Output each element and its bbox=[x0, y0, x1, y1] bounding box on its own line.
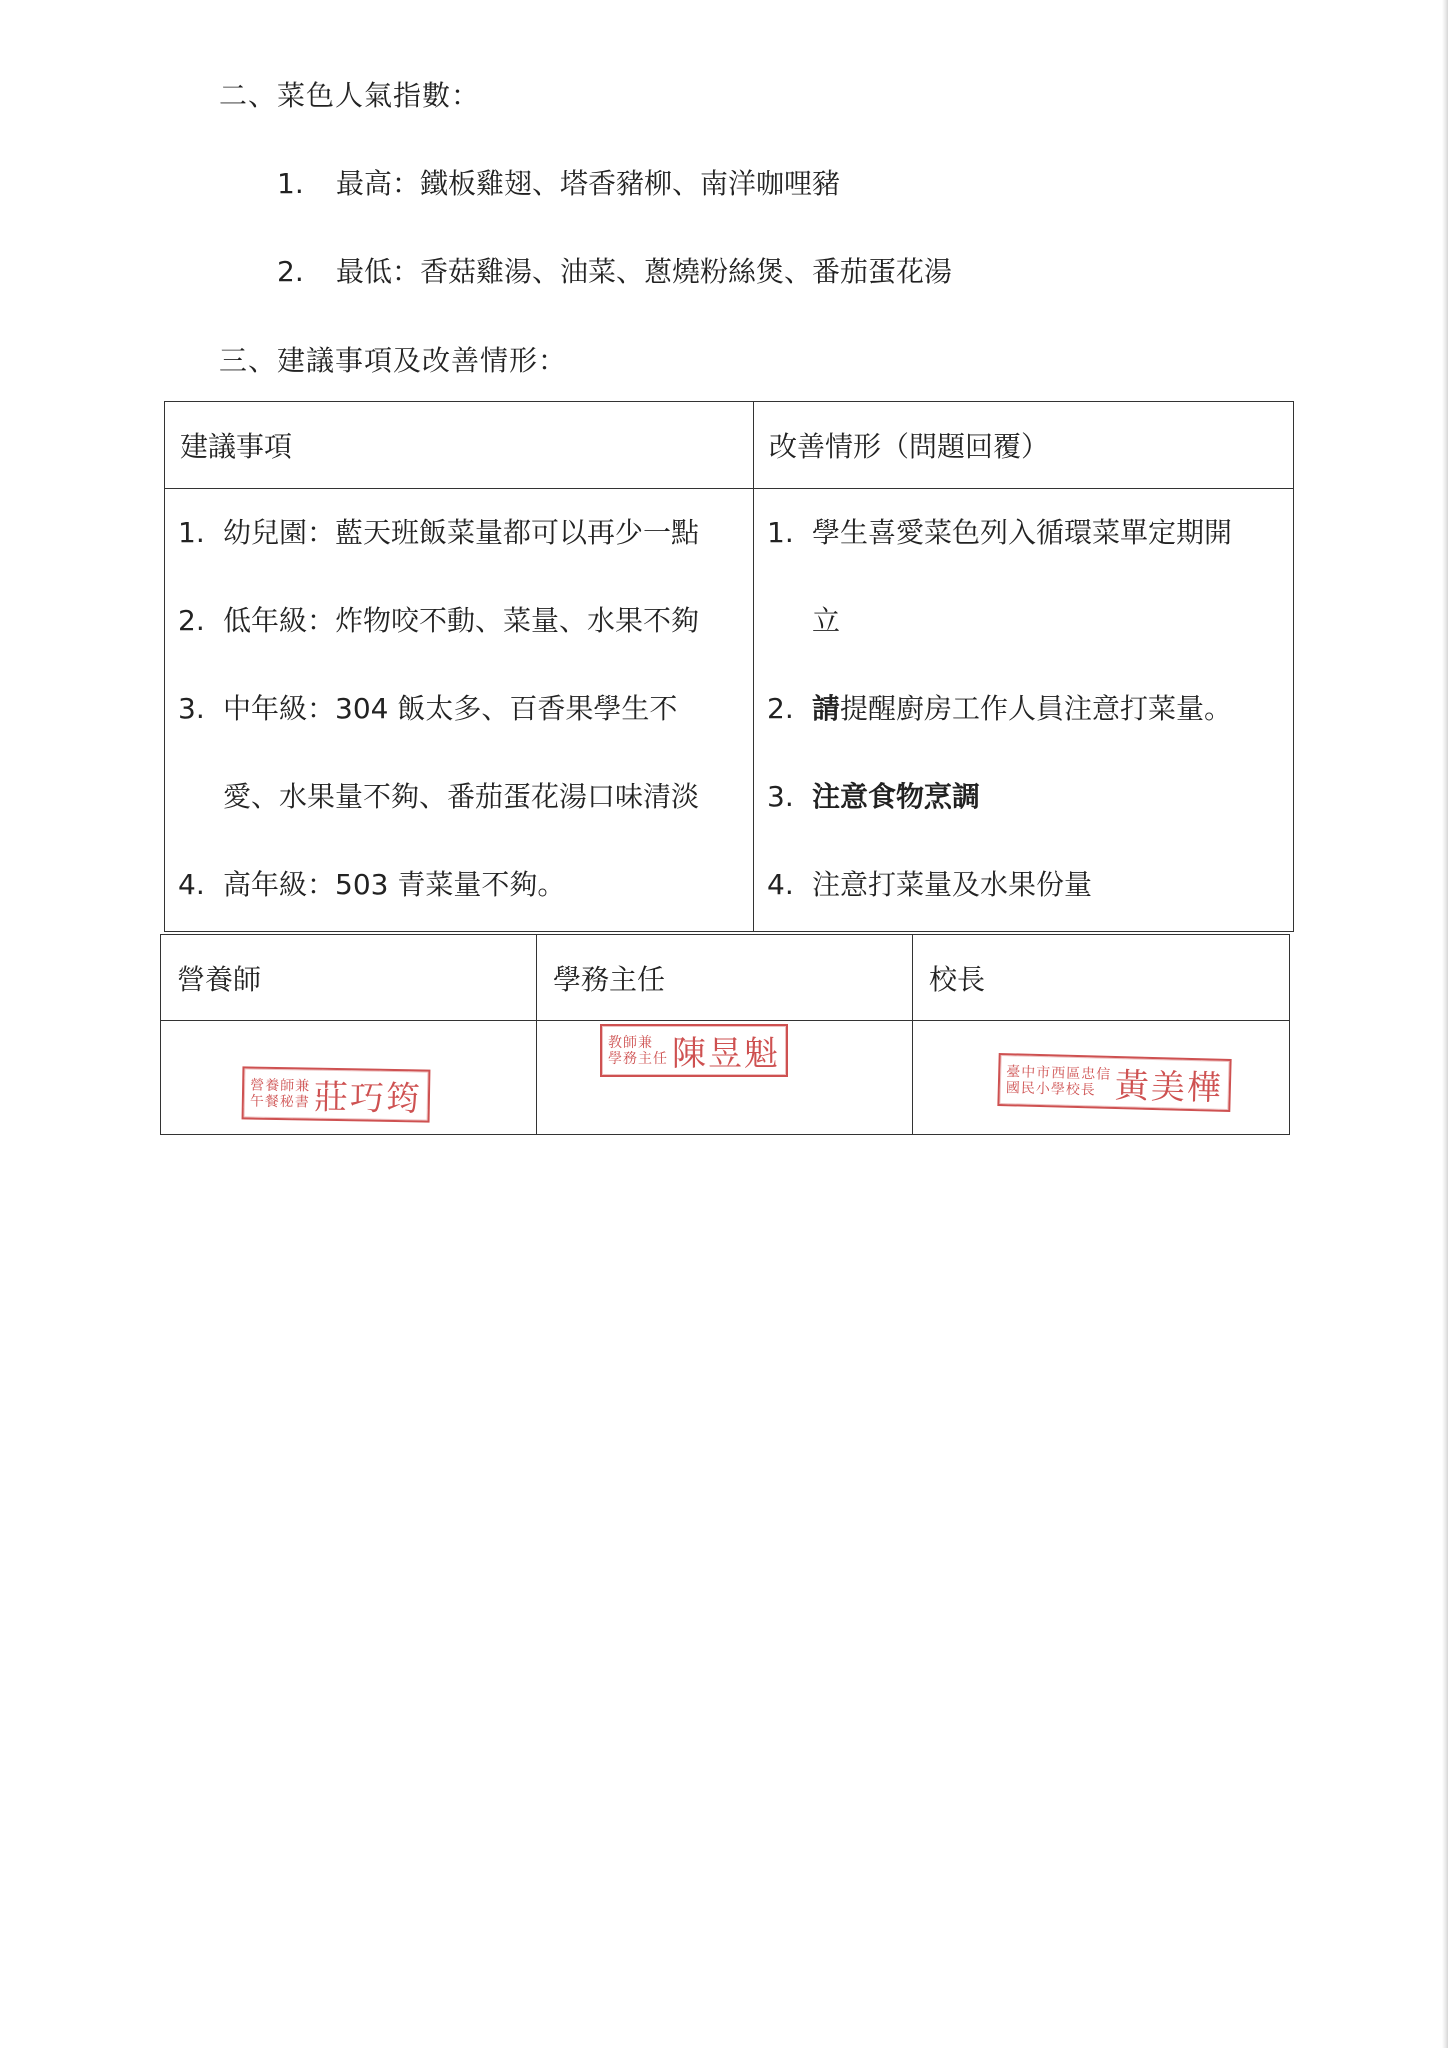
list-text: 最低：香菇雞湯、油菜、蔥燒粉絲煲、番茄蛋花湯 bbox=[336, 255, 953, 288]
item-text: 高年級：503 青菜量不夠。 bbox=[223, 868, 566, 901]
section-2-title: 二、菜色人氣指數： bbox=[219, 79, 481, 112]
improvement-item bbox=[754, 665, 1293, 753]
item-text: 提醒廚房工作人員注意打菜量。 bbox=[840, 692, 1233, 725]
nutritionist-signature-cell bbox=[161, 1021, 537, 1135]
improvement-item bbox=[754, 753, 1293, 841]
improvement-item-continued: 立 bbox=[812, 604, 841, 637]
item-text: 低年級：炸物咬不動、菜量、水果不夠 bbox=[223, 604, 700, 637]
improvements-header: 改善情形（問題回覆） bbox=[754, 402, 1294, 489]
stamp-title-line: 午餐秘書 bbox=[249, 1092, 311, 1111]
suggestions-cell bbox=[165, 489, 754, 932]
scan-edge bbox=[1442, 0, 1448, 2048]
stamp-title-line: 學務主任 bbox=[608, 1050, 668, 1067]
director-seal-stamp bbox=[600, 1024, 788, 1077]
principal-signature-cell bbox=[913, 1021, 1290, 1135]
suggestion-item bbox=[165, 841, 753, 929]
signature-table bbox=[160, 934, 1290, 1135]
popularity-highest bbox=[277, 162, 840, 202]
popularity-lowest bbox=[277, 250, 952, 290]
stamp-name: 莊巧筠 bbox=[313, 1077, 423, 1120]
stamp-title-line: 教師兼 bbox=[608, 1034, 653, 1051]
stamp-name: 陳昱魁 bbox=[672, 1034, 780, 1074]
suggestions-table bbox=[164, 401, 1294, 932]
item-text: 幼兒園：藍天班飯菜量都可以再少一點 bbox=[223, 516, 700, 549]
list-number: 1. bbox=[277, 167, 304, 200]
item-number: 1. bbox=[178, 516, 205, 549]
stamp-title-line: 臺中市西區忠信 bbox=[1006, 1063, 1112, 1083]
principal-header: 校長 bbox=[913, 935, 1290, 1021]
improvements-cell bbox=[754, 489, 1294, 932]
suggestion-item bbox=[165, 577, 753, 665]
list-text: 最高：鐵板雞翅、塔香豬柳、南洋咖哩豬 bbox=[336, 167, 841, 200]
section-3-title: 三、建議事項及改善情形： bbox=[219, 344, 568, 377]
stamp-title-line: 國民小學校長 bbox=[1005, 1079, 1097, 1099]
nutritionist-header: 營養師 bbox=[161, 935, 537, 1021]
stamp-title-line: 營養師兼 bbox=[250, 1077, 311, 1095]
item-number: 3. bbox=[178, 692, 205, 725]
item-text: 中年級：304 飯太多、百香果學生不 bbox=[223, 692, 678, 725]
item-text: 注意打菜量及水果份量 bbox=[812, 868, 1093, 901]
item-number: 1. bbox=[767, 516, 794, 549]
list-number: 2. bbox=[277, 255, 304, 288]
nutritionist-seal-stamp bbox=[242, 1066, 431, 1122]
item-number: 4. bbox=[767, 868, 794, 901]
item-number: 4. bbox=[178, 868, 205, 901]
suggestion-item bbox=[165, 665, 753, 753]
director-signature-cell bbox=[537, 1021, 913, 1135]
item-number: 3. bbox=[767, 780, 794, 813]
improvement-item bbox=[754, 489, 1293, 577]
suggestion-item-continued: 愛、水果量不夠、番茄蛋花湯口味清淡 bbox=[223, 780, 700, 813]
item-number: 2. bbox=[178, 604, 205, 637]
item-number: 2. bbox=[767, 692, 794, 725]
item-text-bold: 注意食物烹調 bbox=[812, 780, 981, 813]
item-text-bold: 請 bbox=[812, 692, 841, 725]
suggestion-item bbox=[165, 489, 753, 577]
improvement-item bbox=[754, 841, 1293, 929]
suggestions-header: 建議事項 bbox=[165, 402, 754, 489]
student-affairs-director-header: 學務主任 bbox=[537, 935, 913, 1021]
stamp-name: 黃美樺 bbox=[1114, 1066, 1224, 1109]
item-text: 學生喜愛菜色列入循環菜單定期開 bbox=[812, 516, 1233, 549]
principal-seal-stamp bbox=[997, 1053, 1231, 1112]
